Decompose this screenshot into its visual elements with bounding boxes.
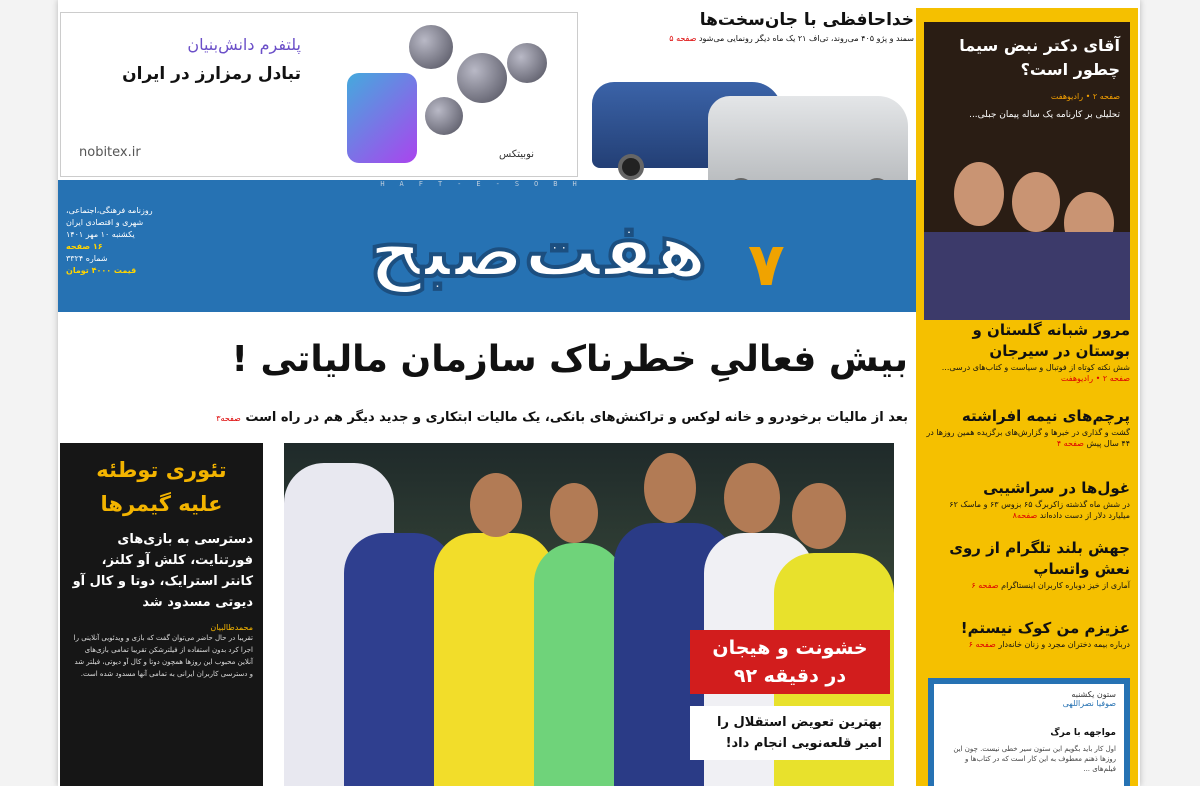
cars-text-body: سمند و پژو ۴۰۵ می‌روند، تی‌اف ۲۱ یک ماه دیگر رونمایی می‌شود [698,34,914,43]
right-item-text [926,499,1130,521]
right-item[interactable] [926,478,1130,521]
player-head [724,463,780,533]
column-text: اول کار باید بگویم این ستون سیر خطی نیست. چون این روزها ذهنم معطوف به این کار است که در کتاب‌ها و فیلم‌های ... [953,745,1116,773]
cars-text [588,34,914,43]
tv-ref: صفحه ۲ • رادیوهفت [1050,92,1120,101]
coin-icon [425,97,463,135]
right-item-body: شش نکته کوتاه از فوتبال و سیاست و کتاب‌های درسی... [941,363,1130,372]
right-item[interactable] [926,406,1130,449]
coin-icon [507,43,547,83]
right-item-body: آماری از خیز دوباره کاربران اینستاگرام [1001,581,1130,590]
coin-icon [409,25,453,69]
right-item-ref: صفحه۸ [1012,511,1038,520]
phone-icon [347,73,417,163]
red-line-1: خشونت و هیجان [712,637,868,659]
photo-red-title[interactable] [690,630,890,694]
right-item-text [926,580,1130,591]
ad-brand: نوبیتکس [493,147,540,162]
tv-article-photo[interactable] [924,22,1130,320]
wheel-icon [618,154,644,180]
referee-figure [534,543,624,786]
meta-pages: ۱۶ صفحه [66,242,103,251]
player-head [792,483,846,549]
player-head [644,453,696,523]
column-label: ستون یکشنبه [1071,690,1116,699]
sunday-column[interactable] [928,678,1130,786]
right-item-body: گشت و گذاری در خبرها و گزارش‌های برگزیده همین روزها در ۴۴ سال پیش [926,428,1130,448]
right-item-title: مرور شبانه گلستان و بوستان در سیرجان [972,321,1130,360]
right-item-ref: صفحه ۶ [968,640,996,649]
right-item-text [926,427,1130,449]
right-item-body: درباره بیمه دختران مجرد و زنان خانه‌دار [998,640,1130,649]
red-line-2: در دقیقه ۹۲ [733,665,847,687]
gamers-title-2: علیه گیمرها [100,492,223,516]
right-item-ref: صفحه ۲ • رادیوهفت [1060,374,1130,383]
column-title: مواجهه با مرگ [1050,728,1116,738]
gamers-lead: دسترسی به بازی‌های فورتنایت، کلش آو کلنز، کانتر استرایک، دوتا و کال آو دیوتی مسدود شد [72,532,253,610]
ad-subtitle: تبادل رمزارز در ایران [122,64,301,84]
right-item-ref: صفحه ۴ [1056,439,1084,448]
right-item-ref: صفحه ۶ [971,581,999,590]
right-item-title: غول‌ها در سراشیبی [983,479,1130,497]
right-item[interactable] [926,618,1130,650]
column-author: صوفیا نصراللهی [1062,699,1116,708]
right-item-title: جهش بلند تلگرام از روی نعش واتساپ [949,539,1130,578]
coin-icon [457,53,507,103]
person-face [1012,172,1060,232]
gamers-body: تقریبا در حال حاضر می‌توان گفت که بازی و ویدئویی آنلاینی را اجرا کرد بدون استفاده از فیلترشکن تقریبا تمامی بازی‌های آنلاین محبوب این روزها همچون دوتا و کال آو دیوتی، فیلتر شد و دسترسی کاربران ایرانی به تمامی آنها مسدود شده است. [73,634,253,678]
meta-line: روزنامه فرهنگی،اجتماعی، [66,206,153,215]
tv-title-2: چطور است؟ [1020,60,1120,79]
referee-head [550,483,598,543]
meta-line: شهری و اقتصادی ایران [66,218,144,227]
caption-line-1: بهترین تعویض استقلال را [717,715,882,730]
ad-url[interactable]: nobitex.ir [79,145,141,160]
right-item-text [926,639,1130,650]
gamers-title-1: تئوری توطئه [96,458,227,482]
main-subheadline [78,410,908,425]
masthead-latin: HAFT-E-SOBH [380,180,592,188]
ad-image [317,13,578,177]
right-item-title: عزیزم من کوک نیستم! [960,619,1130,637]
tv-title-1: آقای دکتر نبض سیما [959,36,1120,55]
cars-teaser[interactable] [588,10,914,200]
player-head [470,473,522,537]
main-headline[interactable]: بیش فعالیِ خطرناک سازمان مالیاتی ! [231,339,908,380]
ad-text [61,13,317,177]
meta-price: قیمت ۴۰۰۰ تومان [66,266,137,275]
silver-car-image [708,96,908,188]
headline-subtitle: بعد از مالیات برخودرو و خانه لوکس و تراکنش‌های بانکی، یک مالیات ابتکاری و جدید دیگر هم در راه است [245,410,908,425]
tv-article-title [930,34,1120,121]
cars-ref: صفحه ۵ [669,34,697,43]
right-column [916,8,1138,786]
masthead-meta [66,205,186,277]
cars-title: خداحافظی با جان‌سخت‌ها [699,10,914,30]
newspaper-page [58,0,1140,786]
headline-ref: صفحه۳ [216,414,241,423]
meta-date: یکشنبه ۱۰ مهر ۱۴۰۱ [66,230,135,239]
photo-caption [690,706,890,760]
logo-seven: ۷ [748,230,785,300]
meta-issue: شماره ۳۳۲۴ [66,254,108,263]
gamers-article[interactable] [60,443,263,786]
person-face [954,162,1004,226]
newspaper-logo: هفت‌صبح [369,208,707,294]
right-item[interactable] [926,320,1130,384]
right-item[interactable] [926,538,1130,591]
people-clothing [924,232,1130,320]
right-item-body: در شش ماه گذشته زاکربرگ ۶۵ بزوس ۶۳ و ماسک ۶۲ میلیارد دلار از دست داده‌اند [949,500,1130,520]
caption-line-2: امیر قلعه‌نویی انجام داد! [725,736,882,751]
right-item-title: پرچم‌های نیمه افراشته [961,407,1130,425]
right-item-text [926,362,1130,384]
crypto-ad[interactable] [60,12,578,177]
ad-title: پلتفرم دانش‌بنیان [187,35,301,54]
gamers-author: محمدطالبیان [210,623,253,632]
tv-sub: تحلیلی بر کارنامه یک ساله پیمان جبلی... [969,110,1120,120]
